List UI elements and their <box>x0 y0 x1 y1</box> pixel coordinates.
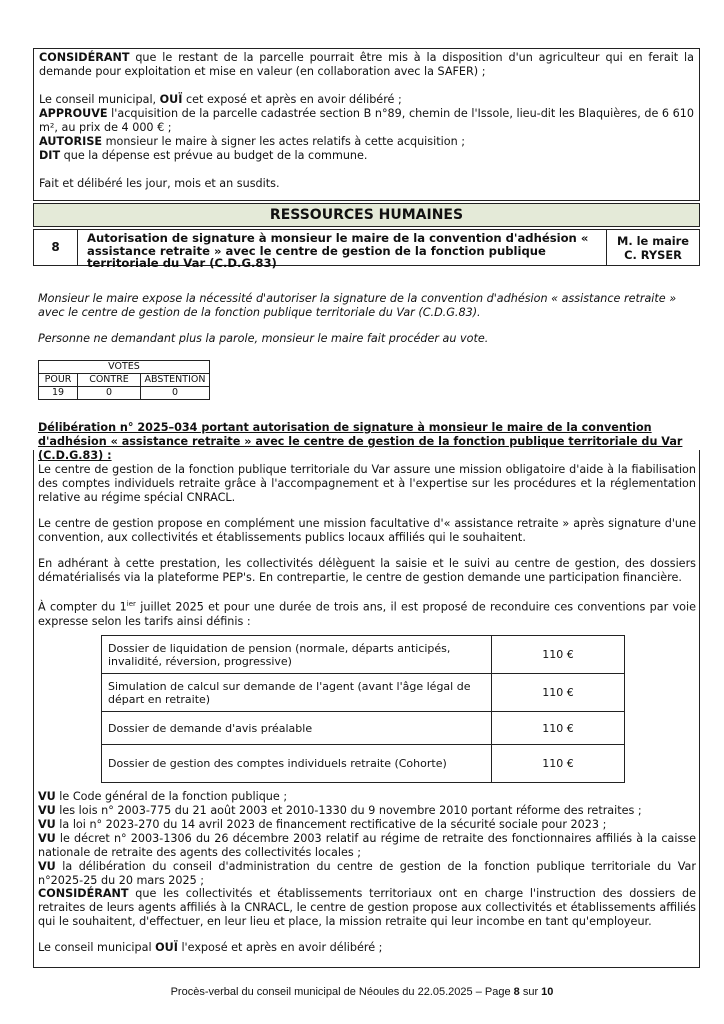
vu-item <box>38 832 696 860</box>
autorise-line <box>39 135 694 149</box>
final-text-a: Le conseil municipal <box>38 941 156 954</box>
previous-deliberation-block <box>33 48 700 201</box>
paragraph-3: En adhérant à cette prestation, les collectivités délèguent la saisie et le suivi au centre de gestion, des dossiers dématérialisés via la plateforme PEP's. En contrepartie, le centre de gestion demande une participation financière. <box>38 557 696 584</box>
fait-line: Fait et délibéré les jour, mois et an susdits. <box>39 177 280 190</box>
paragraph-2: Le centre de gestion propose en complément une mission facultative d'« assistance retraite » après signature d'une convention, aux collectivités et établissements publics locaux affiliés qui le souhaitent. <box>38 517 696 544</box>
expose-paragraph: Monsieur le maire expose la nécessité d'autoriser la signature de la convention d'adhésion « assistance retraite » avec le centre de gestion de la fonction publique territoriale du Var (C.D.G.83). <box>38 292 677 319</box>
rapporteur-name: C. RYSER <box>624 248 682 262</box>
vu-list <box>38 790 696 888</box>
votes-col-pour: POUR <box>39 374 78 387</box>
conseil-text-a: Le conseil municipal, <box>39 93 160 106</box>
votes-table <box>38 360 210 400</box>
tarif-label: Dossier de demande d'avis préalable <box>102 712 492 745</box>
autorise-keyword: AUTORISE <box>39 135 103 148</box>
final-text-b: l'exposé et après en avoir délibéré ; <box>177 941 383 954</box>
considerant-paragraph <box>39 51 694 79</box>
conseil-text-b: cet exposé et après en avoir délibéré ; <box>182 93 402 106</box>
autorise-text: monsieur le maire à signer les actes relatifs à cette acquisition ; <box>102 135 465 148</box>
votes-contre-value: 0 <box>78 387 141 400</box>
vu-item <box>38 790 696 804</box>
tarif-row <box>102 745 625 783</box>
tarifs-table <box>101 635 625 783</box>
vu-keyword: VU <box>38 818 56 831</box>
footer-text-a: Procès-verbal du conseil municipal de Néoules du 22.05.2025 – Page <box>170 986 514 998</box>
considerant-text: que le restant de la parcelle pourrait être mis à la disposition d'un agriculteur qui en ferait la demande pour exploitation et mise en valeur (en collaboration avec la SAFER) ; <box>39 51 694 78</box>
agenda-item-number: 8 <box>34 230 78 265</box>
approuve-text: l'acquisition de la parcelle cadastrée section B n°89, chemin de l'Issole, lieu-dit les Blaquières, de 6 610 m², au prix de 4 000 € ; <box>39 107 694 134</box>
tarif-label: Dossier de liquidation de pension (normale, départs anticipés, invalidité, réversion, progressive) <box>102 636 492 674</box>
rapporteur-title: M. le maire <box>616 234 690 248</box>
vu-keyword: VU <box>38 804 56 817</box>
tarif-price: 110 € <box>492 712 625 745</box>
votes-abstention-value: 0 <box>141 387 210 400</box>
final-conseil-line <box>38 941 696 955</box>
compter-text-a: À compter du 1 <box>38 600 127 614</box>
votes-pour-value: 19 <box>39 387 78 400</box>
vu-item <box>38 818 696 832</box>
vu-item <box>38 804 696 818</box>
vu-text: les lois n° 2003-775 du 21 août 2003 et 2010-1330 du 9 novembre 2010 portant réforme des retraites ; <box>55 804 642 817</box>
approuve-paragraph <box>39 107 694 135</box>
tarif-price: 110 € <box>492 745 625 783</box>
final-oui-keyword: OUÏ <box>155 941 178 954</box>
tarif-price: 110 € <box>492 636 625 674</box>
page-footer <box>0 985 724 999</box>
footer-page-total: 10 <box>541 986 554 998</box>
compter-paragraph <box>38 597 696 629</box>
vu-keyword: VU <box>38 860 56 873</box>
conseil-line <box>39 93 694 107</box>
compter-sup: ier <box>126 600 136 608</box>
agenda-item-rapporteur <box>607 230 699 265</box>
vu-keyword: VU <box>38 832 56 845</box>
considerant-2-text: que les collectivités et établissements territoriaux ont en charge l'instruction des dossiers de retraites de leurs agents affiliés à la CNRACL, le centre de gestion propose aux collectivités et établissements affiliés qui le souhaitent, d'effectuer, en leur lieu et place, la mission retraite qui leur incombe en tant qu'employeur. <box>38 887 696 928</box>
section-heading: RESSOURCES HUMAINES <box>33 203 700 227</box>
tarif-label: Dossier de gestion des comptes individuels retraite (Cohorte) <box>102 745 492 783</box>
considerant-2-keyword: CONSIDÉRANT <box>38 887 129 900</box>
vu-text: la loi n° 2023-270 du 14 avril 2023 de financement rectificative de la sécurité sociale pour 2023 ; <box>55 818 607 831</box>
vu-keyword: VU <box>38 790 56 803</box>
tarif-row <box>102 636 625 674</box>
oui-keyword: OUÏ <box>159 93 183 106</box>
footer-page-number: 8 <box>513 986 520 998</box>
votes-col-abstention: ABSTENTION <box>141 374 210 387</box>
considerant-2-paragraph <box>38 887 696 929</box>
tarif-row <box>102 674 625 712</box>
agenda-item-title: Autorisation de signature à monsieur le maire de la convention d'adhésion « assistance retraite » avec le centre de gestion de la fonction publique territoriale du Var (C.D.G.83) <box>77 230 607 265</box>
vu-text: la délibération du conseil d'administration du centre de gestion de la fonction publique territoriale du Var n°2025-25 du 20 mars 2025 ; <box>38 860 696 887</box>
approuve-keyword: APPROUVE <box>39 107 108 120</box>
vu-text: le Code général de la fonction publique ; <box>55 790 288 803</box>
document-page <box>33 48 702 968</box>
vu-text: le décret n° 2003-1306 du 26 décembre 2003 relatif au régime de retraite des fonctionnaires affiliés à la caisse nationale de retraite des agents des collectivités locales ; <box>38 832 696 859</box>
paragraph-1: Le centre de gestion de la fonction publique territoriale du Var assure une mission obligatoire d'aide à la fiabilisation des comptes individuels retraite grâce à l'accompagnement et à l'expertise sur les procédures et la réglementation relative au régime spécial CNRACL. <box>38 463 696 504</box>
tarif-price: 110 € <box>492 674 625 712</box>
vu-item <box>38 860 696 888</box>
dit-text: que la dépense est prévue au budget de la commune. <box>60 149 368 162</box>
deliberation-title: Délibération n° 2025–034 portant autorisation de signature à monsieur le maire de la convention d'adhésion « assistance retraite » avec le centre de gestion de la fonction publique territoriale du Var (C.D.G.83) : <box>38 421 683 462</box>
tarif-label: Simulation de calcul sur demande de l'agent (avant l'âge légal de départ en retraite) <box>102 674 492 712</box>
footer-text-b: sur <box>519 986 542 998</box>
considerant-keyword: CONSIDÉRANT <box>39 51 130 64</box>
dit-line <box>39 149 694 163</box>
votes-header: VOTES <box>39 361 210 374</box>
votes-col-contre: CONTRE <box>78 374 141 387</box>
tarif-row <box>102 712 625 745</box>
parole-paragraph: Personne ne demandant plus la parole, monsieur le maire fait procéder au vote. <box>38 332 489 345</box>
compter-text-b: juillet 2025 et pour une durée de trois ans, il est proposé de reconduire ces conventions par voie expresse selon les tarifs ainsi définis : <box>38 600 697 628</box>
agenda-item-row <box>33 229 700 270</box>
dit-keyword: DIT <box>39 149 61 162</box>
